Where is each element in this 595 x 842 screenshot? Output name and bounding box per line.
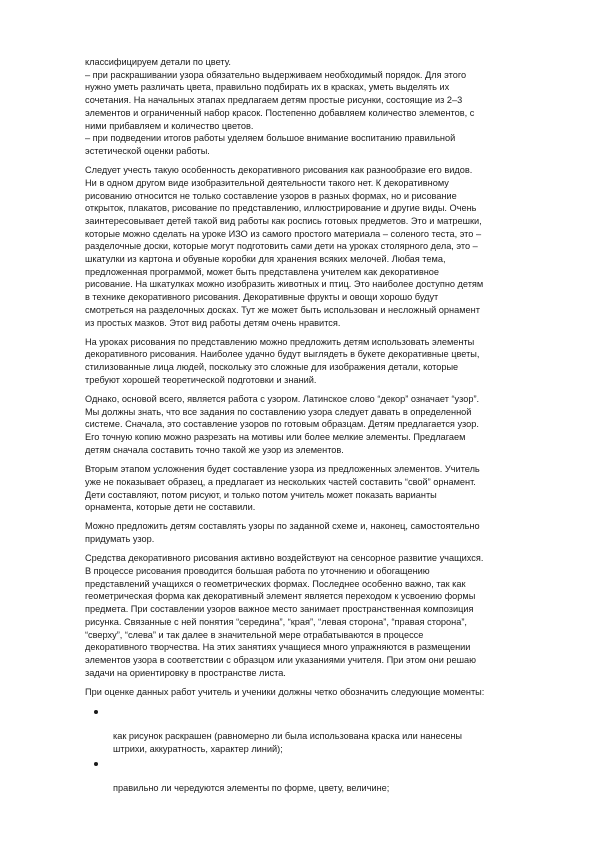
list-item (85, 757, 525, 795)
list-item-text: как рисунок раскрашен (равномерно ли была использована краска или нанесены штрихи, аккуратность, характер линий); (113, 731, 463, 755)
paragraph-decorative-types: Следует учесть такую особенность декоративного рисования как разнообразие его видов. Ни в одном другом виде изобразительной деятельности такого нет. К декоративному рисованию относится не только составление узоров в разных формах, но и рисование открыток, плакатов, рисование по представлению, иллюстрирование и другие виды. Очень заинтересовывает детей такой вид работы как роспись готовых предметов. Это и матрешки, которые можно сделать на уроке ИЗО из самого простого материала – соленого теста, это – разделочные доски, которые могут подготовить сами дети на уроках столярного дела, это – шкатулки из картона и обувные коробки для хранения всяких мелочей. Любая тема, предложенная программой, может быть представлена учителем как декоративное рисование. На шкатулках можно изобразить животных и птиц. Это наиболее доступно детям в технике декоративного рисования. Декоративные фрукты и овощи хорошо будут смотреться на разделочных досках. Тут же может быть использован и несложный орнамент из простых мазков. Этот вид работы детям очень нравится. (85, 165, 484, 328)
evaluation-list (85, 705, 525, 795)
paragraph-drawing-by-imagination: На уроках рисования по представлению можно предложить детям использовать элементы декоративного рисования. Наиболее удачно будут выглядеть в букете декоративные цветы, стилизованные лица людей, поскольку это сложные для изображения детали, которые требуют хорошей теоретической подготовки и знаний. (85, 336, 480, 385)
document-page (85, 56, 525, 796)
list-item-text: правильно ли чередуются элементы по форме, цвету, величине; (113, 783, 390, 794)
paragraph-color-classification: классифицируем детали по цвету. – при раскрашивании узора обязательно выдерживаем необходимый порядок. Для этого нужно уметь различать цвета, правильно подбирать их в красках, уметь выделять их сочетания. На начальных этапах предлагаем детям простые рисунки, состоящие из 2–3 элементов и ограниченный набор красок. Постепенно добавляем количество элементов, с ними прибавляем и количество цветов. – при подведении итогов работы уделяем большое внимание воспитанию правильной эстетической оценки работы. (85, 57, 475, 156)
paragraph-second-stage: Вторым этапом усложнения будет составление узора из предложенных элементов. Учитель уже не показывает образец, а предлагает из нескольких частей составить “свой” орнамент. Дети составляют, потом рисуют, и только потом учитель может показать варианты орнамента, которые дети не составили. (85, 464, 480, 513)
bullet-icon (94, 710, 98, 714)
paragraph-scheme-patterns: Можно предложить детям составлять узоры по заданной схеме и, наконец, самостоятельно придумать узор. (85, 521, 480, 545)
paragraph-evaluation-intro: При оценке данных работ учитель и ученики должны четко обозначить следующие моменты: (85, 686, 485, 697)
paragraph-sensory-development: Средства декоративного рисования активно воздействуют на сенсорное развитие учащихся. В процессе рисования проводится большая работа по уточнению и обогащению представлений учащихся о геометрических формах. Последнее особенно важно, так как геометрическая форма как декоративный элемент является переходом к усвоению формы предмета. При составлении узоров важное место занимает пространственная композиция рисунка. Связанные с ней понятия “середина”, “края”, “левая сторона”, “правая сторона”, “сверху”, “слева” и так далее в значительной мере отрабатываются в процессе декоративного творчества. На этих занятиях учащиеся много упражняются в размещении элементов узора в соответствии с образцом или указаниями учителя. При этом они решаю задачи на ориентировку в пространстве листа. (85, 553, 484, 678)
bullet-icon (94, 762, 98, 766)
paragraph-pattern-work: Однако, основой всего, является работа с узором. Латинское слово “декор” означает “узор”. Мы должны знать, что все задания по составлению узора следует давать в определенной системе. Сначала, это составление узоров по готовым образцам. Детям предлагается узор. Его точную копию можно разрезать на мотивы или более мелкие элементы. Предлагаем детям сначала составить точно такой же узор из элементов. (85, 394, 480, 455)
list-item (85, 705, 525, 756)
